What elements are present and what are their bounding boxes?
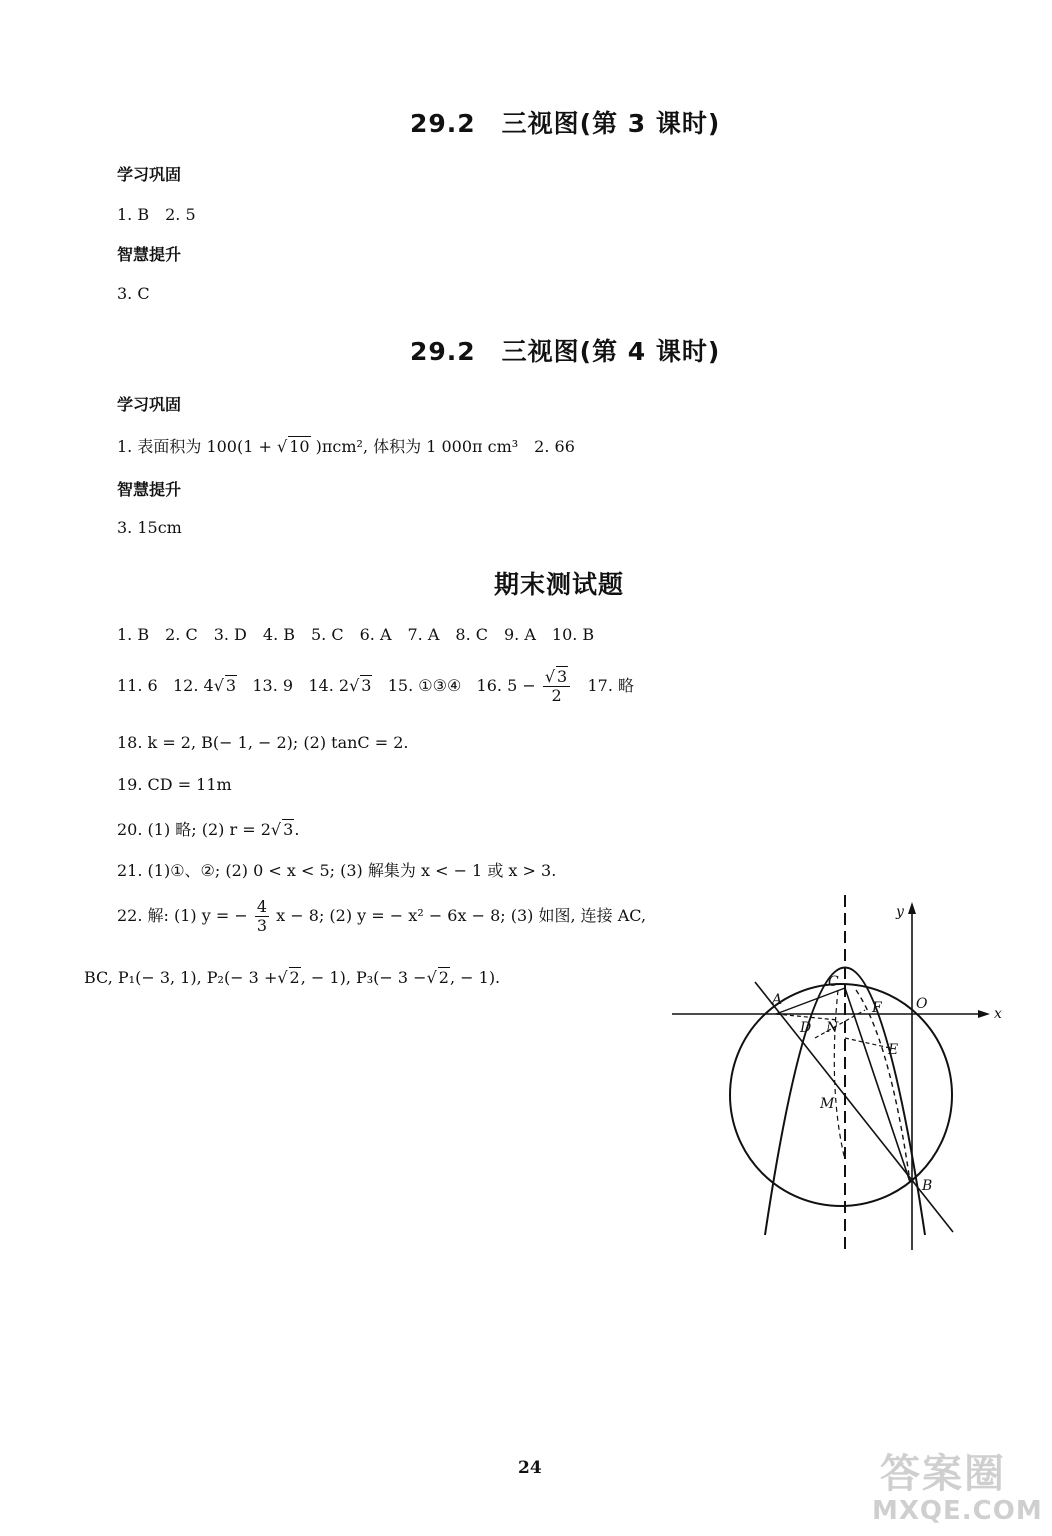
final-exam-answer-21: 21. (1)①、②; (2) 0 < x < 5; (3) 解集为 x < − 1 或 x > 3. (117, 861, 557, 880)
label-m: M (820, 1096, 835, 1112)
section-title-lesson3: 29.2 三视图(第 3 课时) (410, 109, 721, 138)
label-n: N (826, 1020, 839, 1036)
consolidation-answer-lesson3: 1. B 2. 5 (117, 205, 196, 224)
final-exam-answer-18: 18. k = 2, B(− 1, − 2); (2) tanC = 2. (117, 733, 409, 752)
page-number: 24 (518, 1458, 542, 1478)
circle-m (730, 984, 952, 1206)
improvement-label-lesson4: 智慧提升 (117, 480, 182, 499)
consolidation-label-lesson3: 学习巩固 (117, 165, 182, 184)
line-cb (845, 988, 910, 1182)
label-e: E (888, 1042, 899, 1058)
final-exam-answer-20: 20. (1) 略; (2) r = 2√ 3. (117, 820, 300, 839)
label-y: y (896, 904, 904, 920)
label-a: A (772, 992, 783, 1008)
label-d: D (800, 1020, 812, 1036)
fraction-4-over-3: $\frac{4}{3}$ (256, 897, 268, 935)
final-exam-line1: 1. B 2. C 3. D 4. B 5. C 6. A 7. A 8. C 9. A 10. B (117, 625, 595, 644)
watermark-logo: 答案圈 (880, 1451, 1006, 1497)
segment-ac (776, 988, 845, 1014)
improvement-label-lesson3: 智慧提升 (117, 245, 182, 264)
segment-ne (845, 1038, 890, 1048)
final-exam-title: 期末测试题 (494, 570, 625, 599)
improvement-answer-lesson3: 3. C (117, 284, 150, 303)
improvement-answer-lesson4: 3. 15cm (117, 518, 182, 537)
curve-ce-dashed (856, 990, 910, 1182)
section-title-lesson4: 29.2 三视图(第 4 课时) (410, 337, 721, 366)
final-exam-answer-22-line2: BC, P₁(− 3, 1), P₂(− 3 +√ 2, − 1), P₃(− 3 −√ 2, − 1). (84, 968, 501, 987)
final-exam-answer-19: 19. CD = 11m (117, 775, 232, 794)
label-c: C (828, 974, 839, 990)
label-x: x (994, 1006, 1002, 1022)
final-exam-answer-22: 22. 解: (1) y = − $\frac{4}{3}$ x − 8; (2) y = − x² − 6x − 8; (3) 如图, 连接 AC, (117, 897, 647, 935)
x-axis-arrow (978, 1010, 990, 1018)
label-o: O (916, 996, 928, 1012)
watermark-url: MXQE.COM (872, 1496, 1043, 1526)
sqrt-sign: √ (277, 437, 288, 456)
curve-cm-dashed (834, 990, 845, 1160)
label-b: B (922, 1178, 933, 1194)
geometry-figure (660, 890, 1020, 1260)
consolidation-answer-lesson4: 1. 表面积为 100(1 + √ 10 )πcm², 体积为 1 000π cm³ 2. 66 (117, 437, 575, 456)
final-exam-line2: 11. 6 12. 4√ 3 13. 9 14. 2√ 3 15. ①③④ 16. 5 − $\frac{√ 3}{2}$ 17. 略 (117, 667, 635, 705)
label-f: F (872, 1000, 882, 1016)
sqrt-radicand: 10 (289, 437, 310, 456)
consolidation-label-lesson4: 学习巩固 (117, 395, 182, 414)
y-axis-arrow (908, 902, 916, 914)
fraction-sqrt3-over-2: $\frac{√ 3}{2}$ (543, 668, 570, 704)
